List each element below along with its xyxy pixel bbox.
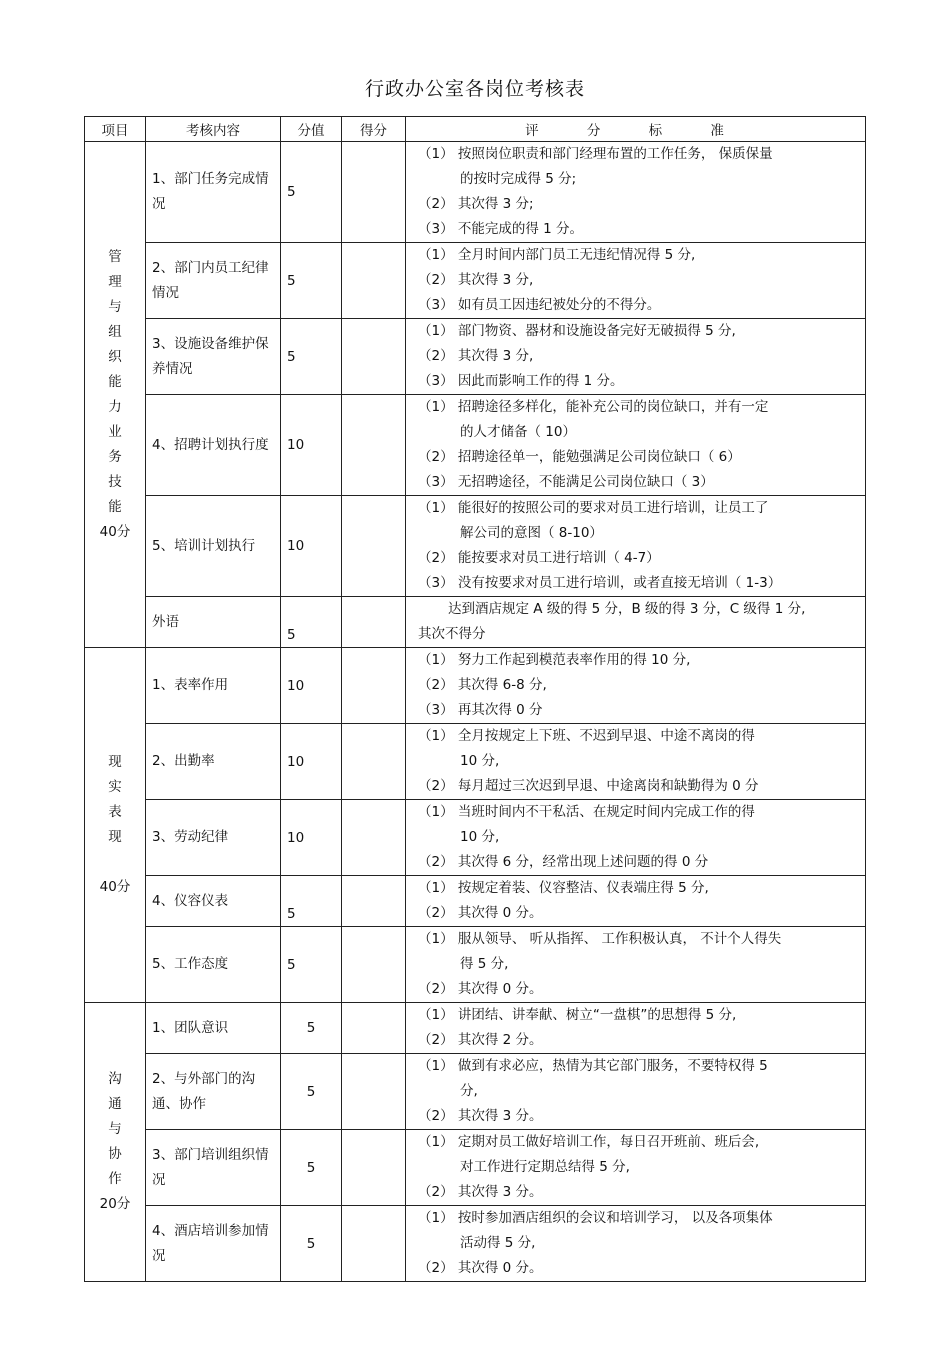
item-score: 5: [281, 1054, 342, 1130]
item-score: 10: [281, 496, 342, 597]
item-score: 5: [281, 876, 342, 927]
item-score: 5: [281, 1130, 342, 1206]
criteria-cell: [406, 800, 866, 876]
criteria-line: （1） 当班时间内不干私活、在规定时间内完成工作的得: [418, 804, 755, 820]
criteria-line: 活动得 5 分,: [460, 1235, 536, 1251]
criteria-line: （1） 按照岗位职责和部门经理布置的工作任务， 保质保量: [418, 146, 773, 162]
assessment-item: 5、工作态度: [146, 927, 281, 1003]
assessment-item: 3、部门培训组织情况: [146, 1130, 281, 1206]
criteria-line: （3） 没有按要求对员工进行培训，或者直接无培训（ 1-3）: [418, 575, 782, 591]
criteria-line: （2） 其次得 6 分，经常出现上述问题的得 0 分: [418, 854, 709, 870]
item-score: 10: [281, 395, 342, 496]
criteria-line: （3） 因此而影响工作的得 1 分。: [418, 373, 624, 389]
assessment-item: 4、仪容仪表: [146, 876, 281, 927]
criteria-line: （1） 招聘途径多样化，能补充公司的岗位缺口，并有一定: [418, 399, 769, 415]
table-row: [85, 243, 866, 319]
criteria-cell: [406, 927, 866, 1003]
item-score: 5: [281, 1206, 342, 1282]
assessment-item: 2、出勤率: [146, 724, 281, 800]
assessment-item: 4、酒店培训参加情况: [146, 1206, 281, 1282]
criteria-line: 10 分,: [460, 753, 500, 769]
criteria-line: （2） 其次得 3 分,: [418, 348, 534, 364]
item-score: 10: [281, 800, 342, 876]
item-score: 10: [281, 724, 342, 800]
obtained-score-cell: [342, 800, 406, 876]
criteria-line: （1） 按规定着装、仪容整洁、仪表端庄得 5 分,: [418, 880, 709, 896]
category-label: 现实表现: [108, 754, 122, 845]
assessment-item: 2、部门内员工纪律情况: [146, 243, 281, 319]
obtained-score-cell: [342, 1206, 406, 1282]
category-score: 40分: [99, 879, 131, 895]
table-row: [85, 1206, 866, 1282]
criteria-line: （2） 其次得 3 分。: [418, 1184, 543, 1200]
criteria-cell: [406, 1206, 866, 1282]
criteria-line: 得 5 分,: [460, 956, 509, 972]
criteria-line: 其次不得分: [418, 626, 486, 642]
criteria-line: （1） 全月按规定上下班、不迟到早退、中途不离岗的得: [418, 728, 755, 744]
category-cell: [85, 648, 146, 1003]
assessment-item: 1、部门任务完成情况: [146, 142, 281, 243]
criteria-line: 10 分,: [460, 829, 500, 845]
criteria-line: （1） 按时参加酒店组织的会议和培训学习， 以及各项集体: [418, 1210, 773, 1226]
obtained-score-cell: [342, 395, 406, 496]
obtained-score-cell: [342, 1130, 406, 1206]
criteria-line: （1） 做到有求必应，热情为其它部门服务，不要特权得 5: [418, 1058, 768, 1074]
table-row: [85, 1130, 866, 1206]
criteria-line: （1） 服从领导、 听从指挥、 工作积极认真， 不计个人得失: [418, 931, 782, 947]
obtained-score-cell: [342, 648, 406, 724]
item-score: 10: [281, 648, 342, 724]
criteria-line: （1） 努力工作起到模范表率作用的得 10 分,: [418, 652, 691, 668]
criteria-line: 分,: [460, 1083, 478, 1099]
criteria-line: （2） 其次得 0 分。: [418, 981, 543, 997]
obtained-score-cell: [342, 142, 406, 243]
criteria-cell: [406, 648, 866, 724]
obtained-score-cell: [342, 319, 406, 395]
criteria-line: （2） 其次得 3 分,: [418, 272, 534, 288]
criteria-cell: [406, 1003, 866, 1054]
table-row: [85, 597, 866, 648]
criteria-line: （2） 其次得 0 分。: [418, 1260, 543, 1276]
table-row: [85, 1003, 866, 1054]
table-row: [85, 142, 866, 243]
criteria-line: （3） 再其次得 0 分: [418, 702, 543, 718]
criteria-cell: [406, 243, 866, 319]
assessment-item: 3、设施设备维护保养情况: [146, 319, 281, 395]
criteria-cell: [406, 496, 866, 597]
table-row: [85, 724, 866, 800]
obtained-score-cell: [342, 724, 406, 800]
assessment-item: 3、劳动纪律: [146, 800, 281, 876]
criteria-cell: [406, 142, 866, 243]
criteria-line: 的按时完成得 5 分;: [460, 171, 577, 187]
page-title: 行政办公室各岗位考核表: [364, 78, 585, 100]
item-score: 5: [281, 1003, 342, 1054]
item-score: 5: [281, 319, 342, 395]
criteria-line: （1） 全月时间内部门员工无违纪情况得 5 分,: [418, 247, 696, 263]
category-label: 沟通与协作: [108, 1071, 122, 1187]
criteria-line: （2） 其次得 6-8 分,: [418, 677, 547, 693]
item-score: 5: [281, 142, 342, 243]
criteria-line: （1） 能很好的按照公司的要求对员工进行培训，让员工了: [418, 500, 769, 516]
criteria-line: （2） 能按要求对员工进行培训（ 4-7）: [418, 550, 660, 566]
category-score: 40分: [99, 523, 131, 540]
table-row: [85, 927, 866, 1003]
table-row: [85, 800, 866, 876]
obtained-score-cell: [342, 876, 406, 927]
table-row: [85, 876, 866, 927]
criteria-line: （2） 其次得 2 分。: [418, 1032, 543, 1048]
criteria-line: （2） 其次得 0 分。: [418, 905, 543, 921]
criteria-line: （3） 不能完成的得 1 分。: [418, 221, 584, 237]
assessment-item: 4、招聘计划执行度: [146, 395, 281, 496]
criteria-line: （2） 其次得 3 分。: [418, 1108, 543, 1124]
criteria-cell: [406, 395, 866, 496]
criteria-line: （2） 其次得 3 分;: [418, 196, 534, 212]
table-row: [85, 319, 866, 395]
criteria-line: 对工作进行定期总结得 5 分,: [460, 1159, 630, 1175]
item-score: 5: [281, 597, 342, 648]
assessment-item: 2、与外部门的沟通、协作: [146, 1054, 281, 1130]
table-row: [85, 1054, 866, 1130]
criteria-cell: [406, 319, 866, 395]
criteria-line: （1） 定期对员工做好培训工作，每日召开班前、班后会,: [418, 1134, 760, 1150]
header-score: 分值: [281, 117, 342, 142]
obtained-score-cell: [342, 1003, 406, 1054]
assessment-item: 外语: [146, 597, 281, 648]
criteria-line: （3） 无招聘途径，不能满足公司岗位缺口（ 3）: [418, 474, 714, 490]
criteria-line: 达到酒店规定 A 级的得 5 分，B 级的得 3 分，C 级得 1 分,: [448, 601, 806, 617]
table-header-row: [85, 117, 866, 142]
assessment-table: [84, 116, 866, 1282]
header-content: 考核内容: [146, 117, 281, 142]
criteria-cell: [406, 597, 866, 648]
item-score: 5: [281, 243, 342, 319]
table-row: [85, 648, 866, 724]
obtained-score-cell: [342, 597, 406, 648]
criteria-line: （1） 部门物资、器材和设施设备完好无破损得 5 分,: [418, 323, 736, 339]
category-cell: [85, 142, 146, 648]
category-label: 管理与组织能力业务技能: [108, 248, 122, 515]
header-category: 项目: [85, 117, 146, 142]
assessment-item: 5、培训计划执行: [146, 496, 281, 597]
criteria-cell: [406, 724, 866, 800]
obtained-score-cell: [342, 496, 406, 597]
obtained-score-cell: [342, 1054, 406, 1130]
table-row: [85, 496, 866, 597]
table-body: [85, 142, 866, 1282]
category-score: 20分: [99, 1196, 131, 1212]
obtained-score-cell: [342, 243, 406, 319]
criteria-cell: [406, 1130, 866, 1206]
header-standard: 评 分 标 准: [406, 117, 866, 142]
criteria-line: 的人才储备（ 10）: [460, 424, 576, 440]
criteria-line: 解公司的意图（ 8-10）: [460, 525, 603, 541]
criteria-line: （3） 如有员工因违纪被处分的不得分。: [418, 297, 661, 313]
assessment-item: 1、团队意识: [146, 1003, 281, 1054]
criteria-cell: [406, 876, 866, 927]
criteria-cell: [406, 1054, 866, 1130]
criteria-line: （2） 招聘途径单一，能勉强满足公司岗位缺口（ 6）: [418, 449, 741, 465]
criteria-line: （2） 每月超过三次迟到早退、中途离岗和缺勤得为 0 分: [418, 778, 759, 794]
item-score: 5: [281, 927, 342, 1003]
category-cell: [85, 1003, 146, 1282]
assessment-item: 1、表率作用: [146, 648, 281, 724]
table-row: [85, 395, 866, 496]
obtained-score-cell: [342, 927, 406, 1003]
criteria-line: （1） 讲团结、讲奉献、树立“一盘棋”的思想得 5 分,: [418, 1007, 737, 1023]
header-obtained: 得分: [342, 117, 406, 142]
